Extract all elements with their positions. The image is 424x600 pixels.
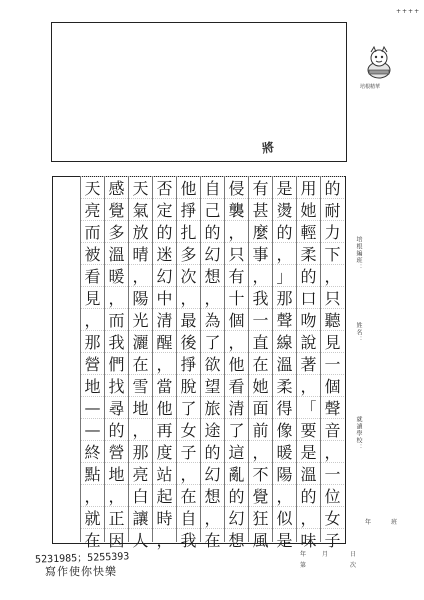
text-column [224,176,248,550]
char-cell: 線 [273,330,296,352]
char-cell: ， [81,484,104,506]
char-cell: 燙 [273,198,296,220]
char-cell: 雪 [129,374,152,396]
char-cell: 面 [249,396,272,418]
char-cell: 起 [153,484,176,506]
char-cell: 柔 [273,374,296,396]
grade-label: 年 [365,519,372,526]
char-cell: 聽 [321,308,344,330]
char-cell: 口 [297,286,320,308]
char-cell: 他 [225,352,248,374]
char-cell: 她 [297,198,320,220]
char-cell: 旅 [201,396,224,418]
char-cell: 而 [105,308,128,330]
char-cell: 音 [321,418,344,440]
char-cell: ， [249,264,272,286]
char-cell: 放 [129,220,152,242]
char-cell: 清 [153,308,176,330]
char-cell: 耐 [321,198,344,220]
char-cell: 想 [201,484,224,506]
char-cell: 襲 [225,198,248,220]
text-column [296,176,320,550]
char-cell: 己 [201,198,224,220]
char-cell: 為 [201,308,224,330]
char-cell: 麼 [249,220,272,242]
char-cell: 的 [201,220,224,242]
char-cell: 了 [177,396,200,418]
char-cell: ， [201,286,224,308]
char-cell: 找 [105,374,128,396]
char-cell: 那 [81,330,104,352]
char-cell: 途 [201,418,224,440]
char-cell: 定 [153,198,176,220]
text-column [176,176,200,550]
text-column [272,176,296,550]
char-cell: ， [201,506,224,528]
char-cell: 位 [321,484,344,506]
char-cell: 見 [321,330,344,352]
char-cell: ， [249,440,272,462]
char-cell: 多 [177,242,200,264]
text-column [200,176,224,550]
char-cell: 的 [297,484,320,506]
char-cell: 子 [321,528,344,550]
char-cell: 當 [153,374,176,396]
char-cell: 氣 [129,198,152,220]
char-cell: 地 [105,462,128,484]
char-cell: 點 [81,462,104,484]
char-cell: ， [105,286,128,308]
char-cell: 後 [177,330,200,352]
char-cell: ， [225,220,248,242]
char-cell: 風 [249,528,272,550]
char-cell: 因 [105,528,128,550]
char-cell: 時 [153,506,176,528]
char-cell: ， [297,374,320,396]
char-cell: 讓 [129,506,152,528]
phone-numbers: 5231985；5255393 [34,551,130,566]
char-cell: 清 [225,396,248,418]
char-cell: 我 [105,330,128,352]
char-cell: 女 [177,418,200,440]
char-cell: 就 [81,506,104,528]
char-cell: 的 [201,440,224,462]
char-cell: 是 [273,528,296,550]
char-cell: 一 [249,308,272,330]
char-cell: ， [153,528,176,550]
mascot-icon [362,44,396,80]
char-cell: 脫 [177,374,200,396]
char-cell: 扎 [177,220,200,242]
char-cell: 天 [129,176,152,198]
text-column [320,176,344,550]
char-cell: 似 [273,506,296,528]
char-cell: 光 [129,308,152,330]
char-cell: 營 [81,352,104,374]
char-cell: ， [297,506,320,528]
char-cell: 在 [201,528,224,550]
char-cell: 幻 [201,462,224,484]
char-cell: 陽 [273,462,296,484]
date-month-label: 月 [322,551,329,558]
char-cell: 聲 [273,308,296,330]
char-cell: 而 [81,220,104,242]
char-cell: 想 [201,264,224,286]
char-cell: 亮 [129,462,152,484]
char-cell: 看 [225,374,248,396]
ban-label: 班 [391,519,398,526]
char-cell: 狂 [249,506,272,528]
char-cell: 中 [153,286,176,308]
char-cell: 侵 [225,176,248,198]
char-cell: 的 [105,418,128,440]
char-cell: 得 [273,396,296,418]
char-cell: ， [177,462,200,484]
char-cell: 子 [177,440,200,462]
char-cell: 有 [249,176,272,198]
class-label: 培根編班： [355,236,362,271]
text-column [128,176,152,550]
char-cell: 我 [177,528,200,550]
char-cell: ， [81,308,104,330]
char-cell: ， [129,418,152,440]
char-cell: 一 [321,462,344,484]
char-cell: 那 [273,286,296,308]
char-cell: 欲 [201,352,224,374]
char-cell: 感 [105,176,128,198]
char-cell: 了 [225,418,248,440]
char-cell: 度 [153,440,176,462]
char-cell: 著 [297,352,320,374]
char-cell: 柔 [297,242,320,264]
char-cell: 見 [81,286,104,308]
char-cell: 掙 [177,352,200,374]
char-cell: 在 [177,484,200,506]
session-prefix-label: 第 [300,562,307,569]
char-cell: 直 [249,330,272,352]
char-cell: 營 [105,440,128,462]
char-cell: 吻 [297,308,320,330]
char-cell: 陽 [129,286,152,308]
char-cell: 站 [153,462,176,484]
char-cell: 溫 [297,462,320,484]
char-cell: 像 [273,418,296,440]
char-cell: 被 [81,242,104,264]
text-column [104,176,128,550]
school-label: 就讀學校： [355,416,362,451]
char-cell: 幻 [153,264,176,286]
text-column [248,176,272,550]
char-cell: 天 [81,176,104,198]
char-cell: 再 [153,418,176,440]
char-cell: 醒 [153,330,176,352]
char-cell: 次 [177,264,200,286]
char-cell: ， [321,440,344,462]
char-cell: 個 [321,374,344,396]
char-cell: 那 [129,440,152,462]
text-column [152,176,176,550]
char-cell: 們 [105,352,128,374]
char-cell: 的 [225,484,248,506]
char-cell: 地 [81,374,104,396]
session-suffix-label: 次 [350,562,357,569]
char-cell: — [81,418,104,440]
char-cell: 的 [273,220,296,242]
grade-stamp: 將 [261,140,276,156]
char-cell: 多 [105,220,128,242]
char-cell: 尋 [105,396,128,418]
char-cell: 不 [249,462,272,484]
char-cell: 晴 [129,242,152,264]
char-cell: 「 [297,396,320,418]
char-cell: 暖 [105,264,128,286]
char-cell: 最 [177,308,200,330]
char-cell: 是 [297,440,320,462]
char-cell: 事 [249,242,272,264]
char-cell: 女 [321,506,344,528]
char-cell: ， [129,264,152,286]
char-cell: 他 [177,176,200,198]
char-cell: 我 [249,286,272,308]
char-cell: 她 [249,374,272,396]
char-cell: 幻 [201,242,224,264]
char-cell: ， [225,330,248,352]
char-cell: 」 [273,264,296,286]
char-cell: 力 [321,220,344,242]
char-cell: 人 [129,528,152,550]
char-cell: 想 [225,528,248,550]
char-cell: 有 [225,264,248,286]
char-cell: 自 [177,506,200,528]
char-cell: 終 [81,440,104,462]
corner-mark: ++++ [396,8,421,15]
slogan: 寫作使你快樂 [45,565,117,578]
char-cell: 聲 [321,396,344,418]
char-cell: — [81,396,104,418]
text-column [80,176,104,550]
char-cell: 是 [273,176,296,198]
char-cell: 望 [201,374,224,396]
char-cell: 掙 [177,198,200,220]
char-cell: 一 [321,352,344,374]
char-cell: 亮 [81,198,104,220]
char-cell: 白 [129,484,152,506]
char-cell: 的 [153,220,176,242]
char-cell: 自 [201,176,224,198]
char-cell: 味 [297,528,320,550]
char-cell: 溫 [273,352,296,374]
char-cell: 下 [321,242,344,264]
char-cell: 十 [225,286,248,308]
char-cell: ， [321,264,344,286]
char-cell: 個 [225,308,248,330]
logo-caption: 培根精華 [360,84,381,90]
char-cell: 他 [153,396,176,418]
char-cell: 看 [81,264,104,286]
char-cell: ， [105,484,128,506]
logo [362,44,396,88]
char-cell: 輕 [297,220,320,242]
char-cell: 在 [129,352,152,374]
char-cell: 甚 [249,198,272,220]
char-cell: 要 [297,418,320,440]
char-cell: ， [153,352,176,374]
name-label: 姓名： [355,322,362,343]
char-cell: 迷 [153,242,176,264]
char-cell: 亂 [225,462,248,484]
char-cell: 只 [321,286,344,308]
char-cell: 地 [129,396,152,418]
char-cell: 灑 [129,330,152,352]
char-cell: 溫 [105,242,128,264]
char-cell: 暖 [273,440,296,462]
char-cell: 在 [81,528,104,550]
char-cell: 否 [153,176,176,198]
char-cell: ， [177,286,200,308]
char-cell: 了 [201,330,224,352]
char-cell: 覺 [249,484,272,506]
char-cell: 正 [105,506,128,528]
char-cell: 前 [249,418,272,440]
char-cell: 的 [321,176,344,198]
char-cell: 的 [297,264,320,286]
char-cell: 在 [249,352,272,374]
char-cell: ， [273,484,296,506]
date-year-label: 年 [300,551,307,558]
char-cell: ， [273,242,296,264]
date-day-label: 日 [350,551,357,558]
teacher-comment-box [51,22,347,162]
char-cell: 這 [225,440,248,462]
char-cell: 覺 [105,198,128,220]
char-cell: 幻 [225,506,248,528]
char-cell: 用 [297,176,320,198]
char-cell: 說 [297,330,320,352]
char-cell: 只 [225,242,248,264]
